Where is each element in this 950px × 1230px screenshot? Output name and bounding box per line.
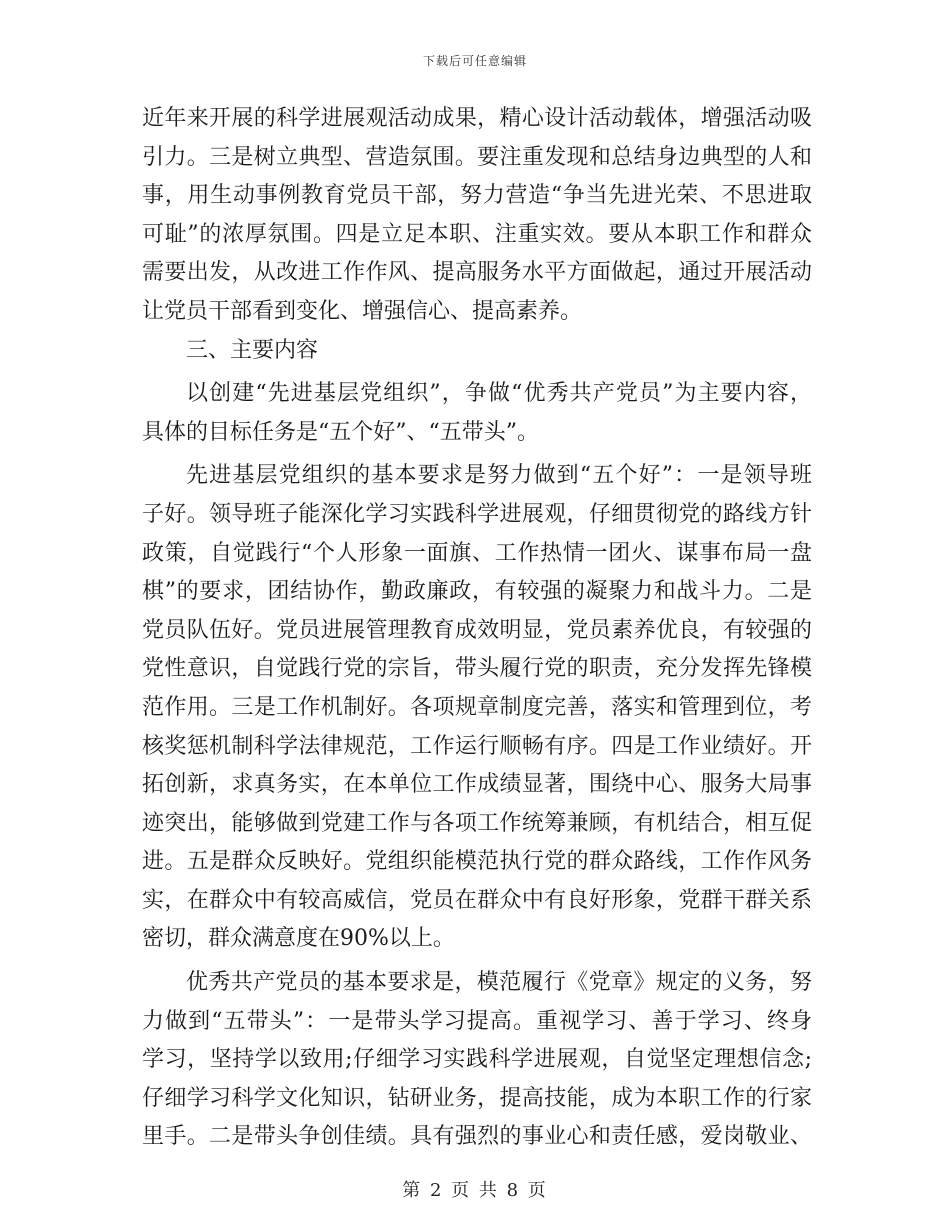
text-line: 学习，坚持学以致用;仔细学习实践科学进展观，自觉坚定理想信念; (142, 1047, 812, 1073)
text-line: 密切，群众满意度在90%以上。 (142, 926, 455, 952)
document-body (142, 100, 812, 1157)
text-line: 让党员干部看到变化、增强信心、提高素养。 (142, 298, 583, 324)
text-line: 事，用生动事例教育党员干部，努力营造“争当先进光荣、不思进取 (142, 183, 812, 209)
text-line: 力做到“五带头”：一是带头学习提高。重视学习、善于学习、终身 (142, 1008, 812, 1034)
text-line: 可耻”的浓厚氛围。四是立足本职、注重实效。要从本职工作和群众 (142, 221, 812, 247)
text-line: 迹突出，能够做到党建工作与各项工作统筹兼顾，有机结合，相互促 (142, 810, 812, 836)
text-line: 党性意识，自觉践行党的宗旨，带头履行党的职责，充分发挥先锋模 (142, 656, 812, 682)
page-header: 下载后可任意编辑 (422, 54, 527, 68)
text-line: 先进基层党组织的基本要求是努力做到“五个好”：一是领导班 (186, 463, 812, 489)
text-line: 以创建“先进基层党组织”，争做“优秀共产党员”为主要内容， (186, 381, 812, 407)
text-line: 优秀共产党员的基本要求是，模范履行《党章》规定的义务，努 (186, 970, 812, 996)
text-line: 实，在群众中有较高威信，党员在群众中有良好形象，党群干群关系 (142, 887, 812, 913)
text-line: 进。五是群众反映好。党组织能模范执行党的群众路线，工作作风务 (142, 849, 812, 875)
text-line: 党员队伍好。党员进展管理教育成效明显，党员素养优良，有较强的 (142, 617, 812, 643)
text-line: 具体的目标任务是“五个好”、“五带头”。 (142, 419, 539, 445)
page-number: 第 2 页 共 8 页 (402, 1180, 548, 1201)
section-heading: 三、主要内容 (186, 337, 319, 363)
text-line: 棋”的要求，团结协作，勤政廉政，有较强的凝聚力和战斗力。二是 (142, 579, 812, 605)
text-line: 引力。三是树立典型、营造氛围。要注重发现和总结身边典型的人和 (142, 144, 812, 170)
text-line: 政策，自觉践行“个人形象一面旗、工作热情一团火、谋事布局一盘 (142, 540, 812, 566)
text-line: 子好。领导班子能深化学习实践科学进展观，仔细贯彻党的路线方针 (142, 501, 812, 527)
text-line: 里手。二是带头争创佳绩。具有强烈的事业心和责任感，爱岗敬业、 (142, 1124, 812, 1150)
text-line: 仔细学习科学文化知识，钻研业务，提高技能，成为本职工作的行家 (142, 1085, 812, 1111)
text-line: 范作用。三是工作机制好。各项规章制度完善，落实和管理到位，考 (142, 694, 812, 720)
text-line: 拓创新，求真务实，在本单位工作成绩显著，围绕中心、服务大局事 (142, 772, 812, 798)
text-line: 近年来开展的科学进展观活动成果，精心设计活动载体，增强活动吸 (142, 106, 812, 131)
text-line: 核奖惩机制科学法律规范，工作运行顺畅有序。四是工作业绩好。开 (142, 733, 812, 759)
text-line: 需要出发，从改进工作作风、提高服务水平方面做起，通过开展活动 (142, 260, 812, 286)
